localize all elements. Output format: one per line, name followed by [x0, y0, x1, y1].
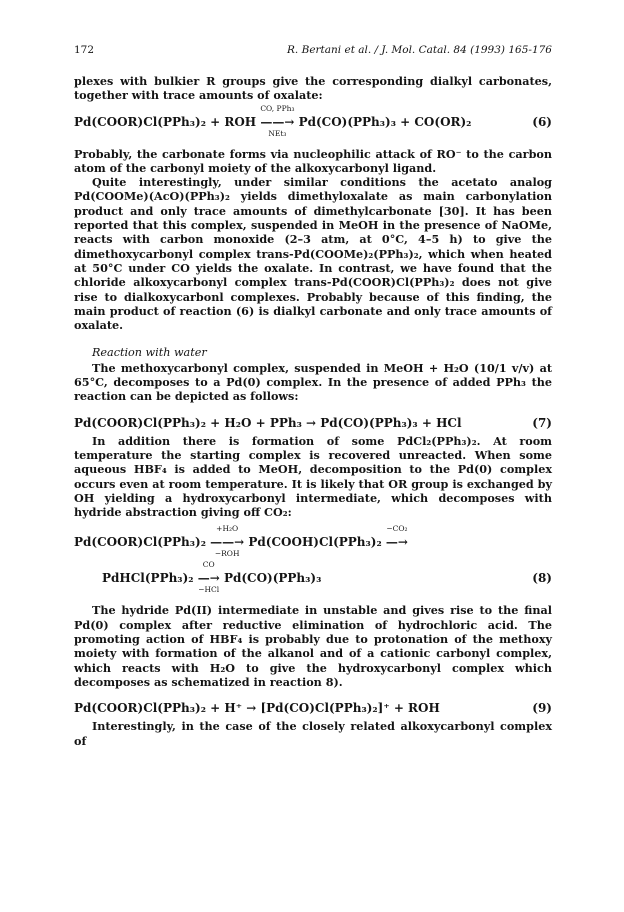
eq8a-left: Pd(COOR)Cl(PPh₃)₂ — [74, 535, 206, 550]
section-heading: Reaction with water — [92, 346, 207, 360]
eq6-number: (6) — [532, 114, 552, 129]
paragraph-7: Interestingly, in the case of the closely related alkoxycarbonyl complex of — [74, 719, 552, 748]
eq8a-arrow-2: −CO₂ —→ — [385, 524, 408, 550]
eq9-number: (9) — [532, 701, 552, 716]
eq8a-below-1: −ROH — [214, 549, 240, 559]
page-number: 172 — [74, 44, 95, 56]
eq8a-arrow-1: +H₂O ——→ −ROH — [210, 524, 245, 559]
journal-page — [74, 44, 552, 748]
eq8b-arrow: CO —→ −HCl — [197, 560, 220, 595]
running-head: R. Bertani et al. / J. Mol. Catal. 84 (1993) 165-176 — [287, 44, 552, 56]
eq8b-left: PdHCl(PPh₃)₂ — [102, 571, 194, 586]
paragraph-3: Quite interestingly, under similar conditions the acetato analog Pd(COOMe)(AcO)(PPh₃)₂ yields dimethyloxalate as main carbonylation product and only trace amounts of dimethylcarbonate [30]. It has been reported that this complex, suspended in MeOH in the presence of NaOMe, reacts with carbon monoxide (2–3 atm, at 0°C, 4–5 h) to give the dimethoxycarbonyl complex trans-Pd(COOMe)₂(PPh₃)₂, which when heated at 50°C under CO yields the oxalate. In contrast, we have found that the chloride alkoxycarbonyl complex trans-Pd(COOR)Cl(PPh₃)₂ does not give rise to dialkoxycarbonl complexes. Probably because of this finding, the main product of reaction (6) is dialkyl carbonate and only trace amounts of oxalate. — [74, 175, 552, 333]
equation-9 — [74, 689, 552, 719]
eq9-text: Pd(COOR)Cl(PPh₃)₂ + H⁺ → [Pd(CO)Cl(PPh₃)₂]⁺ + ROH — [74, 701, 440, 716]
equation-8-line-2 — [74, 553, 552, 595]
paragraph-6: The hydride Pd(II) intermediate in unstable and gives rise to the final Pd(0) complex after reductive elimination of hydrochloric acid. The promoting action of HBF₄ is probably due to protonation of the methoxy moiety with formation of the alkanol and of a cationic carbonyl complex, which reacts with H₂O to give the hydroxycarbonyl complex which decomposes as schematized in reaction 8). — [74, 603, 552, 689]
paragraph-2: Probably, the carbonate forms via nucleophilic attack of RO⁻ to the carbon atom of the carbonyl moiety of the alkoxycarbonyl ligand. — [74, 146, 552, 175]
equation-8-line-1 — [74, 519, 552, 559]
eq7-text: Pd(COOR)Cl(PPh₃)₂ + H₂O + PPh₃ → Pd(CO)(PPh₃)₃ + HCl — [74, 415, 462, 430]
eq8b-right: Pd(CO)(PPh₃)₃ — [223, 571, 322, 586]
eq8b-above: CO — [202, 560, 215, 570]
eq6-below: NEt₃ — [268, 128, 287, 138]
eq6-above: CO, PPh₃ — [260, 103, 295, 113]
eq8a-above-2: −CO₂ — [386, 524, 408, 534]
eq8a-middle: Pd(COOH)Cl(PPh₃)₂ — [248, 535, 382, 550]
eq8a-above-1: +H₂O — [216, 524, 239, 534]
eq6-arrow: CO, PPh₃ ——→ NEt₃ — [260, 103, 295, 138]
paragraph-1: plexes with bulkier R groups give the corresponding dialkyl carbonates, together with trace amounts of oxalate: — [74, 74, 552, 103]
equation-7 — [74, 404, 552, 434]
paragraph-5: In addition there is formation of some PdCl₂(PPh₃)₂. At room temperature the starting complex is recovered unreacted. When some aqueous HBF₄ is added to MeOH, decomposition to the Pd(0) complex occurs even at room temperature. It is likely that OR group is exchanged by OH yielding a hydroxycarbonyl intermediate, which decomposes with hydride abstraction giving off CO₂: — [74, 433, 552, 520]
eq7-number: (7) — [532, 415, 552, 430]
eq8-number: (8) — [532, 571, 552, 586]
paragraph-4: The methoxycarbonyl complex, suspended in MeOH + H₂O (10/1 v/v) at 65°C, decomposes to a Pd(0) complex. In the presence of added PPh₃ the reaction can be depicted as follows: — [74, 360, 552, 404]
eq6-right: Pd(CO)(PPh₃)₃ + CO(OR)₂ — [298, 114, 472, 129]
eq6-left: Pd(COOR)Cl(PPh₃)₂ + ROH — [74, 114, 257, 129]
equation-6 — [74, 103, 552, 138]
page-header — [74, 44, 552, 60]
eq8b-below: −HCl — [198, 585, 220, 595]
